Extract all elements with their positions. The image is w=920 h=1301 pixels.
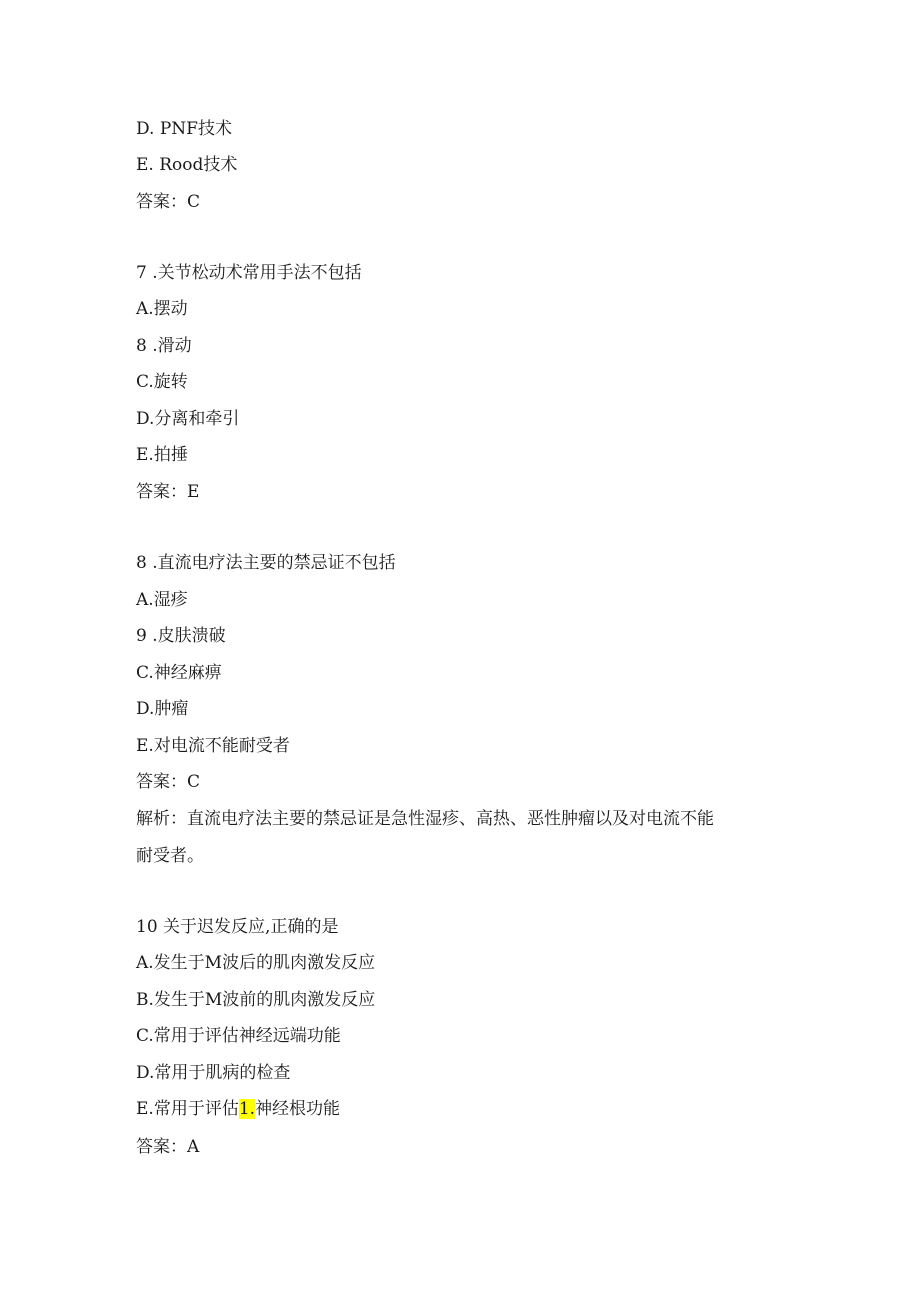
answer-6: 答案：C [136, 192, 201, 212]
q8-option-d: D.肿瘤 [136, 699, 189, 719]
q8-option-e: E.对电流不能耐受者 [136, 736, 290, 756]
explanation-8-cont: 耐受者。 [136, 846, 204, 866]
question-7: 7 .关节松动术常用手法不包括 [136, 263, 362, 283]
q10-option-b: B.发生于M波前的肌肉激发反应 [136, 990, 376, 1010]
answer-10: 答案：A [136, 1137, 200, 1157]
q7-option-b: 8 .滑动 [136, 336, 192, 356]
q10-option-e-end: 神经根功能 [255, 1099, 341, 1119]
q10-option-a: A.发生于M波后的肌肉激发反应 [136, 953, 376, 973]
q10-option-d: D.常用于肌病的检查 [136, 1063, 291, 1083]
answer-8: 答案：C [136, 772, 201, 792]
q7-option-a: A.摆动 [136, 299, 188, 319]
q7-option-d: D.分离和牵引 [136, 409, 240, 429]
q10-option-e-start: E.常用于评估 [136, 1099, 239, 1119]
option-d-pnf: D. PNF技术 [136, 119, 232, 139]
answer-7: 答案：E [136, 482, 200, 502]
explanation-8: 解析：直流电疗法主要的禁忌证是急性湿疹、高热、恶性肿瘤以及对电流不能 [136, 809, 714, 829]
question-8: 8 .直流电疗法主要的禁忌证不包括 [136, 553, 396, 573]
q10-option-c: C.常用于评估神经远端功能 [136, 1026, 341, 1046]
q8-option-a: A.湿疹 [136, 590, 188, 610]
q10-option-e [136, 1098, 340, 1120]
q7-option-c: C.旋转 [136, 372, 188, 392]
q8-option-b: 9 .皮肤溃破 [136, 626, 226, 646]
q8-option-c: C.神经麻痹 [136, 663, 222, 683]
highlighted-text: 1. [238, 1099, 256, 1119]
option-e-rood: E. Rood技术 [136, 155, 238, 175]
question-10: 10 关于迟发反应,正确的是 [136, 917, 339, 937]
q7-option-e: E.拍捶 [136, 445, 188, 465]
